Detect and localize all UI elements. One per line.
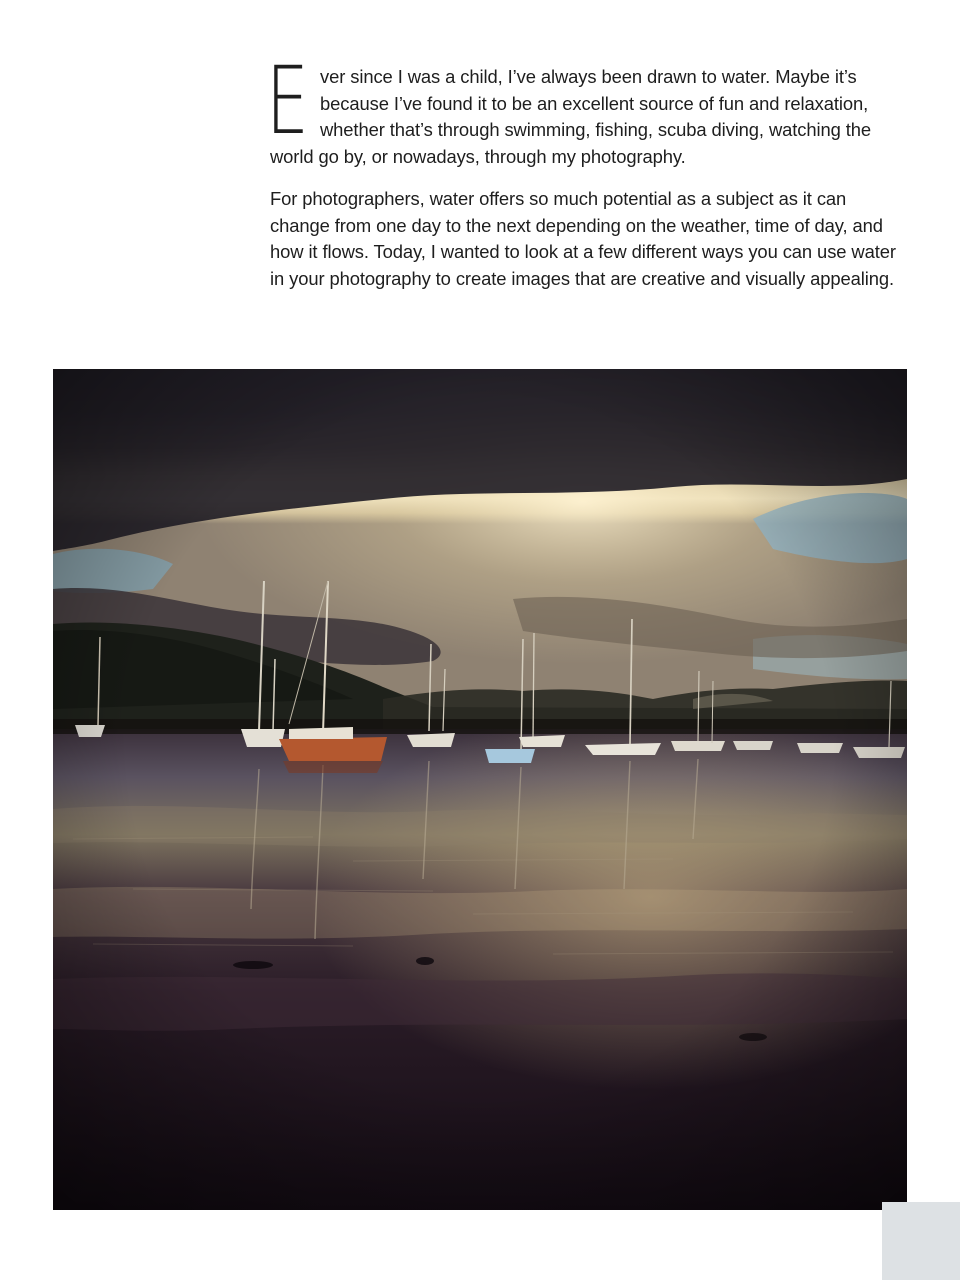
second-paragraph: For photographers, water offers so much potential as a subject as it can change from one day to the next depending on the weather, time of day, and how it flows. Today, I wanted to look at a few different ways you can use water in your photography to create images that are creative and visually appealing. <box>270 188 896 289</box>
article-intro <box>266 47 910 292</box>
page-corner-block <box>882 1202 960 1280</box>
intro-paragraph-text: ver since I was a child, I’ve always been drawn to water. Maybe it’s because I’ve found it to be an excellent source of fun and relaxation, whether that’s through swimming, fishing, scuba diving, watching the world go by, or nowadays, through my photography. <box>270 66 872 167</box>
intro-paragraph <box>266 47 910 170</box>
lake-sailboats-photo <box>53 369 907 1210</box>
drop-cap: E <box>266 47 309 156</box>
